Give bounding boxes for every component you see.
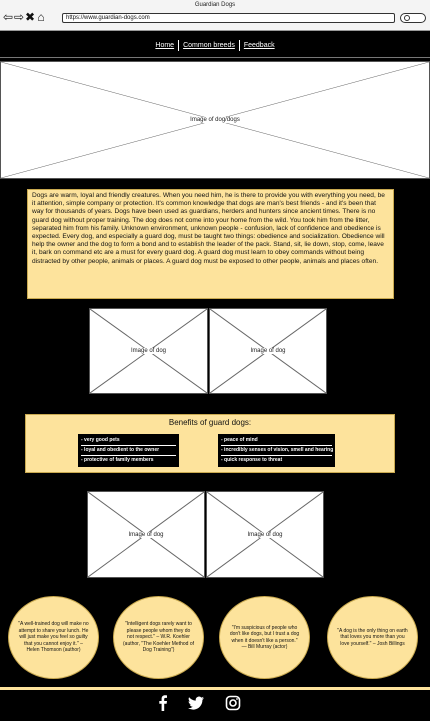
dog-image (89, 308, 208, 394)
dog-image (87, 491, 205, 578)
intro-text: Dogs are warm, loyal and friendly creatures. When you need him, he is there to provide you with everything you need, be it attention, simple company or protection. It's common knowledge that dogs are man's best friends - and it's been that way for thousands of years. Dogs have been used as guardians, herders and hunters since ancient times. There is no guard dog without proper training. The dog does not come into your home from the wild. You took him from the litter, separated him from his family. Unknown environment, unknown people - confusion, lack of confidence and obedience is expected. Every dog, and especially a guard dog, must be taught two things: obedience and socialization. Obedience will help the owner and the dog to form a bond and to establish the leader of the pack. Stand, sit, lie down, stop, come, leave it, bark on command etc are a must for every guard dog. A guard dog must learn to obey commands without being distracted by other people, animals or places. A guard dog must be exposed to other people, animals and places often. (27, 189, 394, 299)
address-bar[interactable]: https://www.guardian-dogs.com (62, 13, 395, 23)
nav-common-breeds[interactable]: Common breeds (183, 42, 235, 49)
footer-divider (0, 687, 430, 690)
list-item: - very good pets (81, 436, 176, 446)
close-icon[interactable]: ✖ (25, 10, 37, 24)
hero-image-caption: Image of dog/dogs (190, 117, 240, 123)
list-item: - peace of mind (221, 436, 332, 446)
benefits-list-right (218, 434, 335, 467)
home-icon[interactable]: ⌂ (37, 10, 46, 24)
instagram-icon[interactable] (225, 695, 241, 711)
forward-icon[interactable]: ⇨ (14, 10, 26, 24)
dog-image-caption: Image of dog (130, 348, 167, 354)
dog-image (209, 308, 327, 394)
search-button[interactable] (400, 13, 426, 23)
social-links (0, 693, 430, 713)
list-item: - quick response to threat (221, 457, 283, 463)
list-item: - incredibly senses of vision, smell and hearing (221, 446, 332, 456)
benefits-section (25, 414, 395, 473)
browser-nav (3, 10, 47, 24)
list-item: - protective of family members (81, 457, 154, 463)
quote-text: "A well-trained dog will make no attempt to share your lunch. He will just make you feel so guilty that you cannot enjoy it." – Helen Thomson (author) (18, 621, 89, 654)
dog-image (206, 491, 324, 578)
search-icon (404, 15, 410, 21)
quote-bubble (327, 596, 418, 679)
quote-bubble (219, 596, 310, 679)
quote-text: "Intelligent dogs rarely want to please people whom they do not respect." – W.R. Koehler (author, "The Koehler Method of Dog Training") (123, 621, 194, 654)
window-title: Guardian Dogs (194, 2, 236, 8)
dog-image-caption: Image of dog (250, 348, 286, 354)
quote-bubble (113, 596, 204, 679)
main-nav (0, 39, 430, 53)
nav-feedback[interactable]: Feedback (243, 42, 275, 49)
hero-image (0, 61, 430, 179)
quote-bubble (8, 596, 99, 679)
list-item: - loyal and obedient to the owner (81, 446, 176, 456)
nav-home[interactable]: Home (155, 42, 175, 49)
quote-text: "I'm suspicious of people who don't like dogs, but I trust a dog when it doesn't like a person." — Bill Murray (actor) (229, 624, 300, 650)
back-icon[interactable]: ⇦ (3, 10, 15, 24)
twitter-icon[interactable] (188, 695, 204, 711)
dog-image-caption: Image of dog (128, 531, 164, 538)
dog-image-caption: Image of dog (247, 531, 283, 538)
browser-chrome (0, 0, 430, 31)
quote-text: "A dog is the only thing on earth that loves you more than you love yourself." – Josh Billings (337, 627, 408, 647)
header-divider (0, 57, 430, 58)
benefits-list-left (78, 434, 179, 467)
benefits-title: Benefits of guard dogs: (168, 418, 252, 427)
facebook-icon[interactable] (155, 695, 171, 711)
